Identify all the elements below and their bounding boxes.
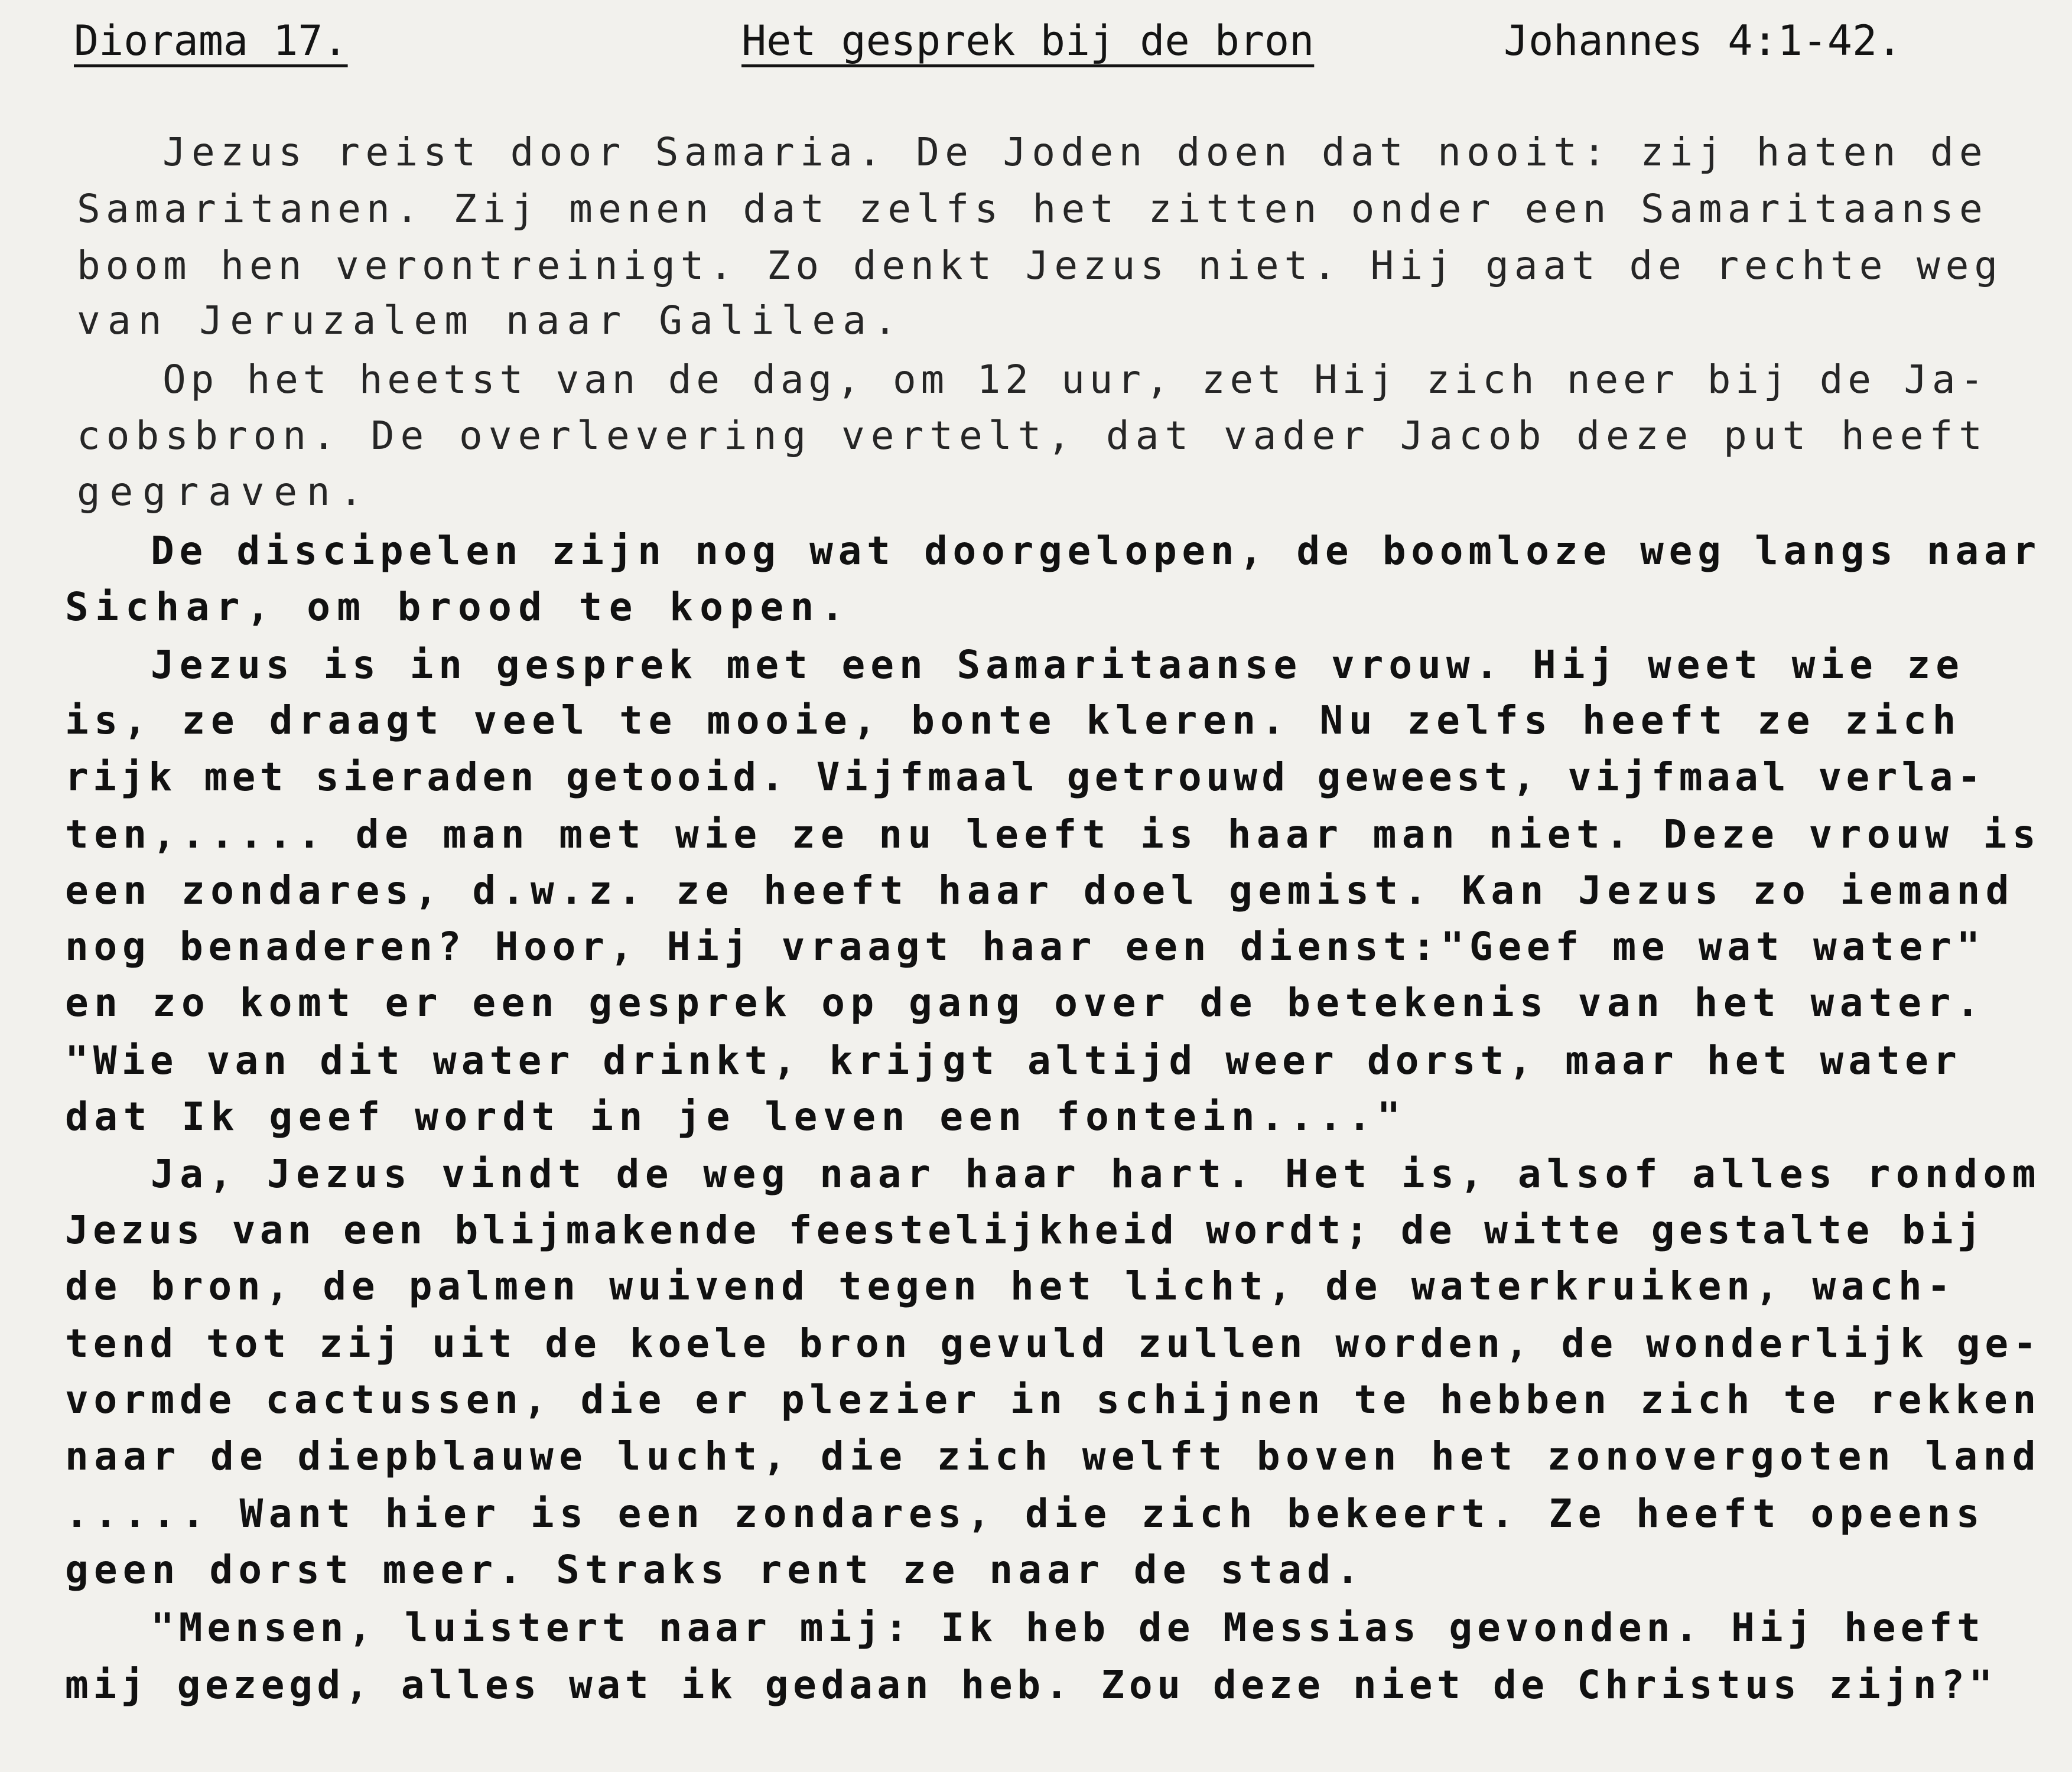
page-header (0, 12, 2072, 65)
text-line: dat Ik geef wordt in je leven een fontein...." (65, 1094, 1406, 1139)
text-line: De discipelen zijn nog wat doorgelopen, de boomloze weg langs naar (151, 528, 2041, 574)
text-line: boom hen verontreinigt. Zo denkt Jezus niet. Hij gaat de rechte weg (77, 243, 2003, 288)
text-line: "Mensen, luistert naar mij: Ik heb de Messias gevonden. Hij heeft (151, 1605, 1986, 1650)
text-line: Jezus reist door Samaria. De Joden doen dat nooit: zij haten de (162, 129, 1988, 175)
text-line: is, ze draagt veel te mooie, bonte kleren. Nu zelfs heeft ze zich (65, 698, 1962, 743)
text-line: van Jeruzalem naar Galilea. (77, 298, 904, 343)
body-section-typewriter-bold (0, 528, 2072, 1772)
diorama-number: Diorama 17. (74, 17, 348, 65)
text-line: Jezus is in gesprek met een Samaritaanse vrouw. Hij weet wie ze (151, 642, 1965, 688)
text-line: vormde cactussen, die er plezier in schijnen te hebben zich te rekken (65, 1377, 2042, 1422)
text-line: naar de diepblauwe lucht, die zich welft boven het zonovergoten land (65, 1434, 2042, 1479)
text-line: gegraven. (77, 469, 372, 514)
text-line: Op het heetst van de dag, om 12 uur, zet Hij zich neer bij de Ja- (162, 357, 1988, 402)
text-line: ten,..... de man met wie ze nu leeft is haar man niet. Deze vrouw is (65, 812, 2042, 857)
text-line: nog benaderen? Hoor, Hij vraagt haar een dienst:"Geef me wat water" (65, 924, 1985, 969)
text-line: Samaritanen. Zij menen dat zelfs het zitten onder een Samaritaanse (77, 186, 1989, 232)
text-line: geen dorst meer. Straks rent ze naar de stad. (65, 1547, 1365, 1592)
text-line: tend tot zij uit de koele bron gevuld zullen worden, de wonderlijk ge- (65, 1321, 2041, 1366)
text-line: Ja, Jezus vindt de weg naar haar hart. Het is, alsof alles rondom (151, 1151, 2041, 1197)
text-line: cobsbron. De overlevering vertelt, dat vader Jacob deze put heeft (77, 413, 1989, 458)
text-line: Jezus van een blijmakende feestelijkheid wordt; de witte gestalte bij (65, 1207, 1985, 1253)
text-line: "Wie van dit water drinkt, krijgt altijd weer dorst, maar het water (65, 1038, 1962, 1083)
text-line: ..... Want hier is een zondares, die zich bekeert. Ze heeft opeens (65, 1491, 1985, 1536)
text-line: en zo komt er een gesprek op gang over de betekenis van het water. (65, 980, 1985, 1025)
text-line: Sichar, om brood te kopen. (65, 584, 851, 630)
page-title: Het gesprek bij de bron (741, 17, 1315, 65)
scripture-reference: Johannes 4:1-42. (1504, 17, 1902, 65)
text-line: rijk met sieraden getooid. Vijfmaal getrouwd geweest, vijfmaal verla- (65, 754, 1985, 800)
text-line: een zondares, d.w.z. ze heeft haar doel gemist. Kan Jezus zo iemand (65, 868, 2015, 913)
text-line: de bron, de palmen wuivend tegen het licht, de waterkruiken, wach- (65, 1263, 1956, 1309)
text-line: mij gezegd, alles wat ik gedaan heb. Zou deze niet de Christus zijn?" (65, 1662, 1998, 1708)
